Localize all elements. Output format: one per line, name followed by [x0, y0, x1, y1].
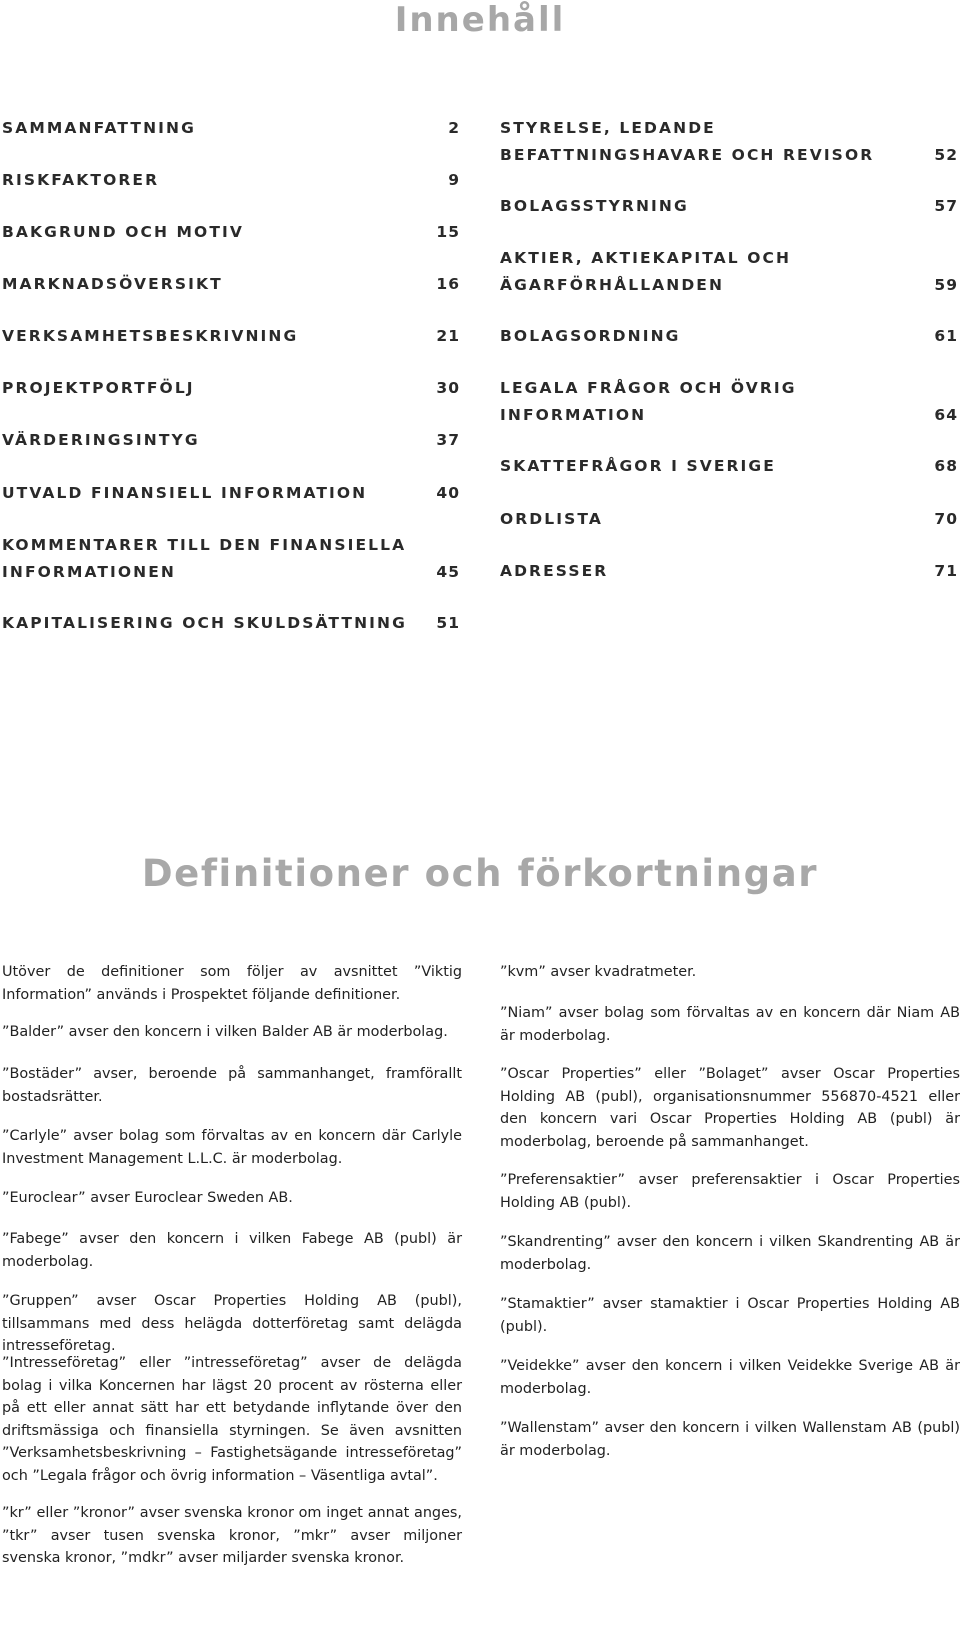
- toc-entry-label: SAMMANFATTNING: [2, 119, 196, 137]
- toc-entry-page: 37: [436, 431, 460, 449]
- toc-entry[interactable]: [2, 610, 460, 637]
- toc-entry-page: 70: [934, 510, 958, 528]
- definition-paragraph: ”Stamaktier” avser stamaktier i Oscar Properties Holding AB (publ).: [500, 1296, 960, 1335]
- toc-entry-label: BAKGRUND OCH MOTIV: [2, 223, 244, 241]
- toc-entry-page: 16: [436, 275, 460, 293]
- definition-paragraph: ”Bostäder” avser, beroende på sammanhanget, framförallt bostadsrätter.: [2, 1066, 462, 1105]
- toc-entry-page: 52: [934, 146, 958, 164]
- toc-entry-label: KOMMENTARER TILL DEN FINANSIELLA INFORMATIONEN: [2, 536, 407, 581]
- definition-paragraph: ”Balder” avser den koncern i vilken Balder AB är moderbolag.: [2, 1024, 448, 1040]
- toc-entry[interactable]: [500, 193, 958, 220]
- toc-entry-label: BOLAGSSTYRNING: [500, 197, 689, 215]
- toc-entry-label: STYRELSE, LEDANDE BEFATTNINGSHAVARE OCH REVISOR: [500, 119, 875, 164]
- toc-entry-page: 61: [934, 327, 958, 345]
- toc-entry-page: 57: [934, 197, 958, 215]
- toc-entry[interactable]: [2, 532, 460, 586]
- definition-paragraph: ”kr” eller ”kronor” avser svenska kronor om inget annat anges, ”tkr” avser tusen svenska kronor, ”mkr” avser miljoner svenska kronor, ”mdkr” avser miljarder svenska kronor.: [2, 1505, 462, 1566]
- definition-paragraph: ”Fabege” avser den koncern i vilken Fabege AB (publ) är moderbolag.: [2, 1231, 462, 1270]
- toc-entry[interactable]: [2, 375, 460, 402]
- definition-paragraph: Utöver de definitioner som följer av avsnittet ”Viktig Information” används i Prospektet följande definitioner.: [2, 964, 462, 1003]
- toc-entry[interactable]: [2, 115, 460, 142]
- toc-entry-label: LEGALA FRÅGOR OCH ÖVRIG INFORMATION: [500, 379, 797, 424]
- toc-entry-label: AKTIER, AKTIEKAPITAL OCH ÄGARFÖRHÅLLANDEN: [500, 249, 792, 294]
- definition-paragraph: ”Niam” avser bolag som förvaltas av en koncern där Niam AB är moderbolag.: [500, 1005, 960, 1044]
- toc-entry-label: KAPITALISERING OCH SKULDSÄTTNING: [2, 614, 407, 632]
- toc-entry[interactable]: [500, 506, 958, 533]
- toc-entry-label: VERKSAMHETSBESKRIVNING: [2, 327, 299, 345]
- definition-paragraph: ”Intresseföretag” eller ”intresseföretag” avser de delägda bolag i vilka Koncernen har lägst 20 procent av rösterna eller på ett eller annat sätt har ett betydande inflytande över den driftsmässiga och finansiella styrningen. Se även avsnitten ”Verksamhetsbeskrivning – Fastighetsägande intresseföretag” och ”Legala frågor och övrig information – Väsentliga avtal”.: [2, 1355, 462, 1484]
- definition-paragraph: ”Preferensaktier” avser preferensaktier i Oscar Properties Holding AB (publ).: [500, 1172, 960, 1211]
- toc-entry[interactable]: [500, 323, 958, 350]
- toc-entry-label: UTVALD FINANSIELL INFORMATION: [2, 484, 368, 502]
- toc-entry-label: RISKFAKTORER: [2, 171, 160, 189]
- toc-entry-page: 21: [436, 327, 460, 345]
- toc-entry[interactable]: [500, 245, 958, 299]
- definition-paragraph: ”Euroclear” avser Euroclear Sweden AB.: [2, 1190, 293, 1206]
- toc-entry[interactable]: [2, 480, 460, 507]
- toc-entry-label: BOLAGSORDNING: [500, 327, 681, 345]
- toc-entry-page: 45: [436, 563, 460, 581]
- definition-paragraph: ”Skandrenting” avser den koncern i vilken Skandrenting AB är moderbolag.: [500, 1234, 960, 1273]
- toc-entry-page: 15: [436, 223, 460, 241]
- toc-entry-label: ADRESSER: [500, 562, 609, 580]
- toc-entry-label: SKATTEFRÅGOR I SVERIGE: [500, 457, 776, 475]
- definition-paragraph: ”Carlyle” avser bolag som förvaltas av en koncern där Carlyle Investment Management L.L.C. är moderbolag.: [2, 1128, 462, 1167]
- toc-entry[interactable]: [2, 427, 460, 454]
- toc-entry-page: 59: [934, 276, 958, 294]
- toc-entry-page: 68: [934, 457, 958, 475]
- toc-entry[interactable]: [2, 219, 460, 246]
- toc-entry[interactable]: [500, 558, 958, 585]
- toc-entry[interactable]: [500, 375, 958, 429]
- toc-entry-page: 51: [436, 614, 460, 632]
- definition-paragraph: ”Veidekke” avser den koncern i vilken Veidekke Sverige AB är moderbolag.: [500, 1358, 960, 1397]
- toc-entry[interactable]: [500, 453, 958, 480]
- toc-entry-label: VÄRDERINGSINTYG: [2, 431, 200, 449]
- toc-entry-label: PROJEKTPORTFÖLJ: [2, 379, 195, 397]
- definition-paragraph: ”Gruppen” avser Oscar Properties Holding AB (publ), tillsammans med dess helägda dotterföretag samt delägda intresseföretag.: [2, 1293, 462, 1354]
- toc-title: Innehåll: [394, 0, 566, 40]
- toc-entry-page: 9: [448, 171, 460, 189]
- definition-paragraph: ”kvm” avser kvadratmeter.: [500, 964, 697, 980]
- toc-entry[interactable]: [2, 271, 460, 298]
- definition-paragraph: ”Oscar Properties” eller ”Bolaget” avser Oscar Properties Holding AB (publ), organisationsnummer 556870-4521 eller den koncern vari Oscar Properties Holding AB (publ) är moderbolag, beroende på sammanhanget.: [500, 1066, 960, 1150]
- toc-entry-page: 30: [436, 379, 460, 397]
- toc-entry[interactable]: [500, 115, 958, 169]
- toc-entry-label: MARKNADSÖVERSIKT: [2, 275, 223, 293]
- toc-entry-page: 64: [934, 406, 958, 424]
- definition-paragraph: ”Wallenstam” avser den koncern i vilken Wallenstam AB (publ) är moderbolag.: [500, 1420, 960, 1459]
- toc-entry[interactable]: [2, 167, 460, 194]
- toc-entry-page: 2: [448, 119, 460, 137]
- toc-entry-page: 40: [436, 484, 460, 502]
- definitions-title: Definitioner och förkortningar: [141, 852, 819, 895]
- toc-entry-page: 71: [934, 562, 958, 580]
- toc-entry[interactable]: [2, 323, 460, 350]
- toc-entry-label: ORDLISTA: [500, 510, 603, 528]
